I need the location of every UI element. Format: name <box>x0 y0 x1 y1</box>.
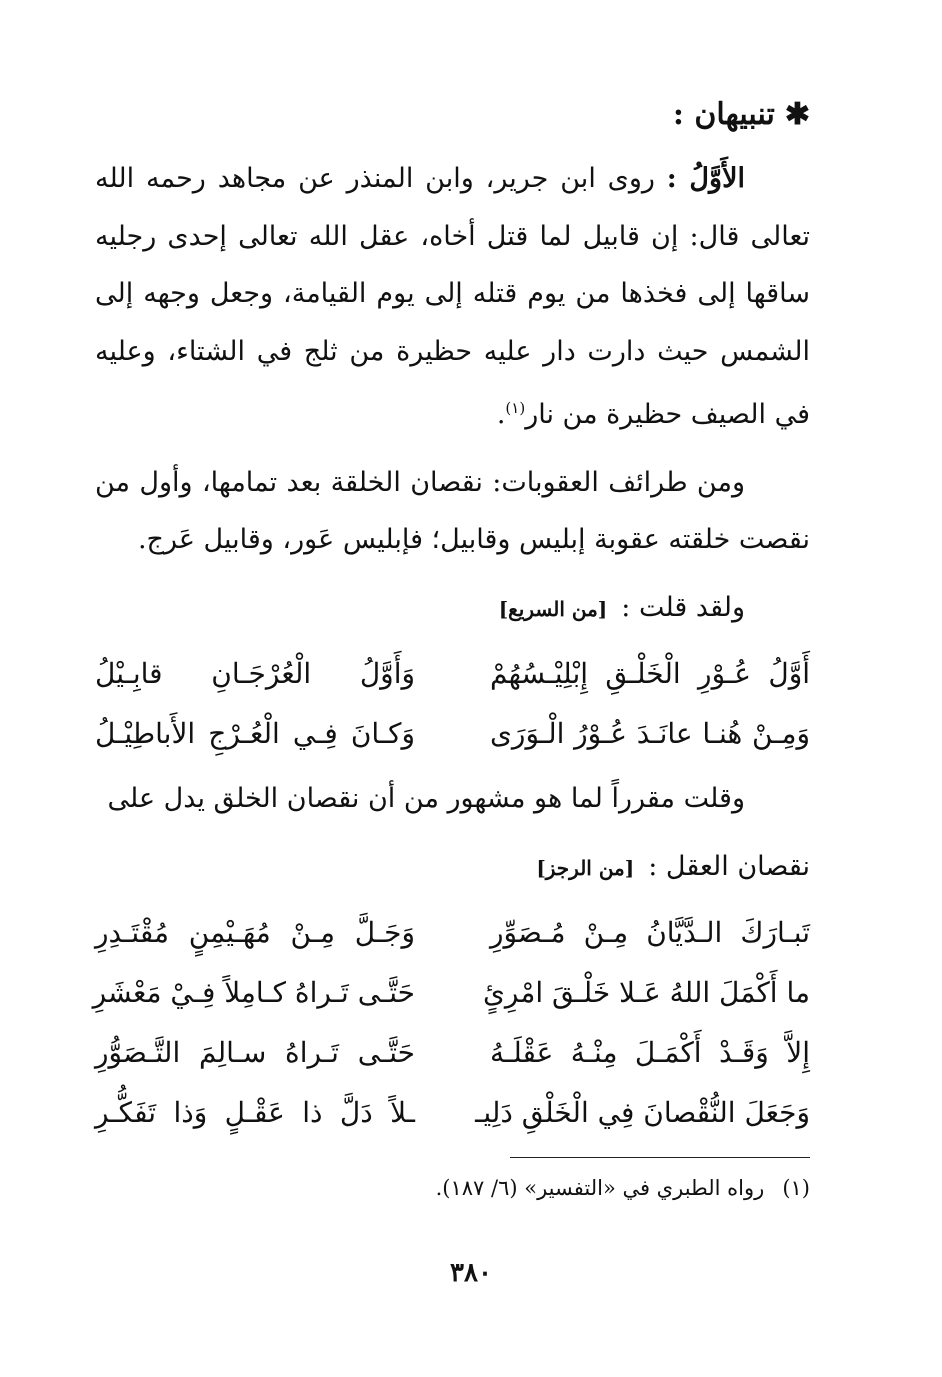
footnote-text: رواه الطبري في «التفسير» (٦/ ١٨٧). <box>435 1176 765 1200</box>
paragraph-first <box>95 150 810 444</box>
verse-second-hemistich: حَتَّـى تَـراهُ سـالِمَ التَّـصَوُّرِ <box>95 1036 415 1069</box>
verse-second-hemistich: وَأَوَّلُ الْعُرْجَـانِ قابِـيْلُ <box>95 657 415 690</box>
section-heading <box>95 88 810 142</box>
verse-line <box>95 1083 810 1143</box>
paragraph-text: روى ابن جرير، وابن المنذر عن مجاهد رحمه الله تعالى قال: إن قابيل لما قتل أخاه، عقل الله تعالى إحدى رجليه ساقها إلى فخذها من يوم قتله إلى يوم القيامة، وجعل وجهه إلى الشمس حيث دارت دار عليه حظيرة من ثلج في الشتاء، وعليه في الصيف حظيرة من نار <box>95 163 810 430</box>
poem-second <box>92 903 810 1143</box>
poem-first <box>95 644 810 764</box>
verse-first-hemistich: أَوَّلُ عُـوْرِ الْخَلْـقِ إِبْلِيْـسُهُمْ <box>490 657 810 690</box>
verse-line <box>95 704 810 764</box>
verse-first-hemistich: ما أَكْمَلَ اللهُ عَـلا خَلْـقَ امْرِئٍ <box>482 976 810 1009</box>
footnote-number: (١) <box>782 1176 810 1200</box>
page-body <box>92 88 810 1208</box>
verse-second-hemistich: وَكـانَ فِـي الْعُـرْجِ الأَباطِيْـلُ <box>95 717 415 750</box>
verse-line <box>95 1023 810 1083</box>
poem-intro-first <box>95 579 810 639</box>
verse-first-hemistich: وَجَعَلَ النُّقْصانَ فِي الْخَلْقِ دَلِيـ <box>475 1096 810 1129</box>
verse-second-hemistich: وَجَـلَّ مِـنْ مُهَـيْمِنٍ مُقْتَـدِرِ <box>95 916 415 949</box>
footnote-reference: (١) <box>505 399 526 417</box>
meter-label: [من الرجز] <box>536 855 635 880</box>
intro-text: نقصان العقل : <box>648 850 810 882</box>
intro-text: ولقد قلت : <box>621 591 745 623</box>
verse-first-hemistich: إِلاَّ وَقَـدْ أَكْمَـلَ مِنْـهُ عَقْلَـهُ <box>490 1036 810 1069</box>
poem-intro-second <box>95 838 810 898</box>
meter-label: [من السريع] <box>498 596 608 621</box>
paragraph-second: ومن طرائف العقوبات: نقصان الخلقة بعد تمامها، وأول من نقصت خلقته عقوبة إبليس وقابيل؛ فإبليس عَور، وقابيل عَرج. <box>95 466 810 555</box>
verse-line <box>92 963 810 1023</box>
footnote <box>95 1168 810 1208</box>
verse-line <box>95 644 810 704</box>
verse-first-hemistich: وَمِـنْ هُنـا عانَـدَ عُـوْرُ الْـوَرَى <box>490 717 810 750</box>
verse-second-hemistich: حَتَّـى تَـراهُ كـامِلاً فِـيْ مَعْشَرِ <box>92 976 415 1009</box>
paragraph-lead: الأَوَّلُ : <box>666 163 745 194</box>
paragraph-end: . <box>496 399 506 430</box>
page-number: ٣٨٠ <box>450 1258 492 1288</box>
verse-second-hemistich: ـلاً دَلَّ ذا عَقْـلٍ وَذا تَفَكُّـرِ <box>95 1096 415 1129</box>
asterisk-icon: ✱ <box>784 97 810 132</box>
verse-first-hemistich: تَبـارَكَ الـدَّيَّانُ مِـنْ مُـصَوِّرِ <box>490 916 810 949</box>
verse-line <box>95 903 810 963</box>
heading-text: تنبيهان : <box>672 97 775 132</box>
paragraph-third: وقلت مقرراً لما هو مشهور من أن نقصان الخلق يدل على <box>107 783 745 814</box>
footnote-divider <box>510 1157 810 1158</box>
